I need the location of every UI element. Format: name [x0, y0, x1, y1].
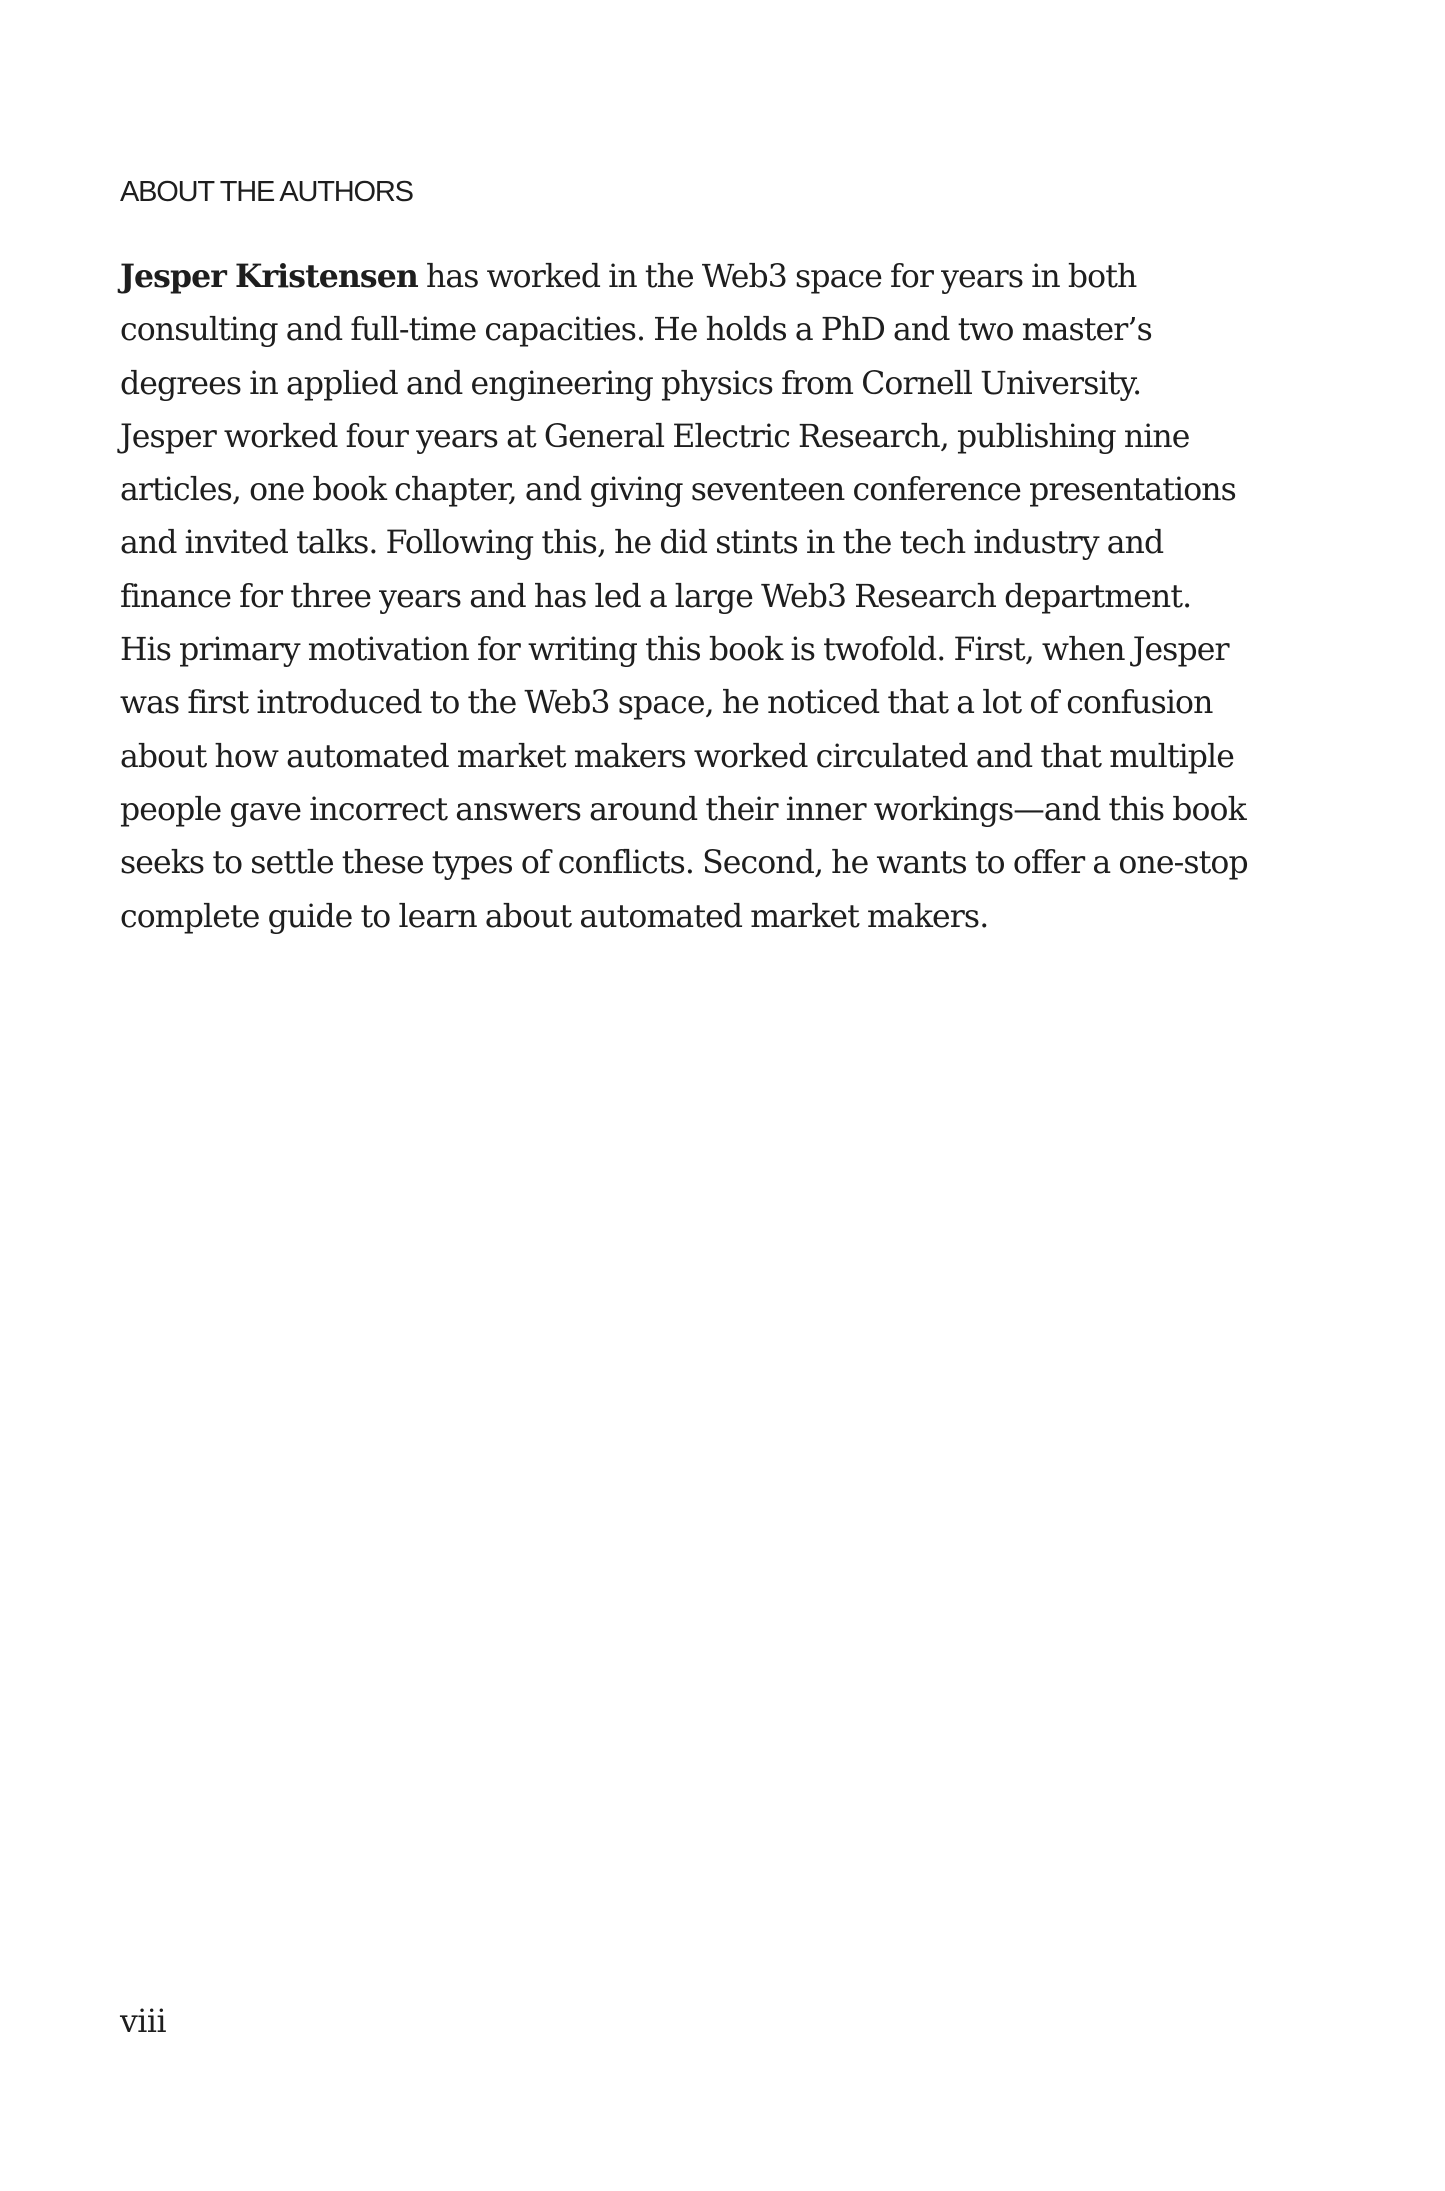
author-bio-paragraph	[120, 250, 1310, 944]
bio-line: consulting and full-time capacities. He holds a PhD and two master’s	[120, 312, 1152, 349]
bio-line: about how automated market makers worked circulated and that multiple	[120, 738, 1234, 775]
bio-line: Jesper worked four years at General Electric Research, publishing nine	[120, 418, 1190, 455]
bio-line: and invited talks. Following this, he did stints in the tech industry and	[120, 525, 1164, 562]
running-head: ABOUT THE AUTHORS	[120, 176, 413, 208]
bio-line: people gave incorrect answers around their inner workings—and this book	[120, 791, 1246, 828]
bio-line: complete guide to learn about automated market makers.	[120, 898, 989, 935]
bio-line	[120, 250, 1310, 304]
page-number: viii	[120, 2004, 167, 2040]
bio-line: articles, one book chapter, and giving seventeen conference presentations	[120, 472, 1236, 509]
bio-line: degrees in applied and engineering physics from Cornell University.	[120, 365, 1142, 402]
bio-line: was first introduced to the Web3 space, he noticed that a lot of confusion	[120, 685, 1213, 722]
author-name: Jesper Kristensen	[120, 258, 418, 295]
bio-line: seeks to settle these types of conflicts. Second, he wants to offer a one-stop	[120, 845, 1248, 882]
bio-line: finance for three years and has led a large Web3 Research department.	[120, 578, 1192, 615]
bio-line: His primary motivation for writing this book is twofold. First, when Jesper	[120, 632, 1229, 669]
bio-line-text: has worked in the Web3 space for years in both	[417, 259, 1137, 295]
